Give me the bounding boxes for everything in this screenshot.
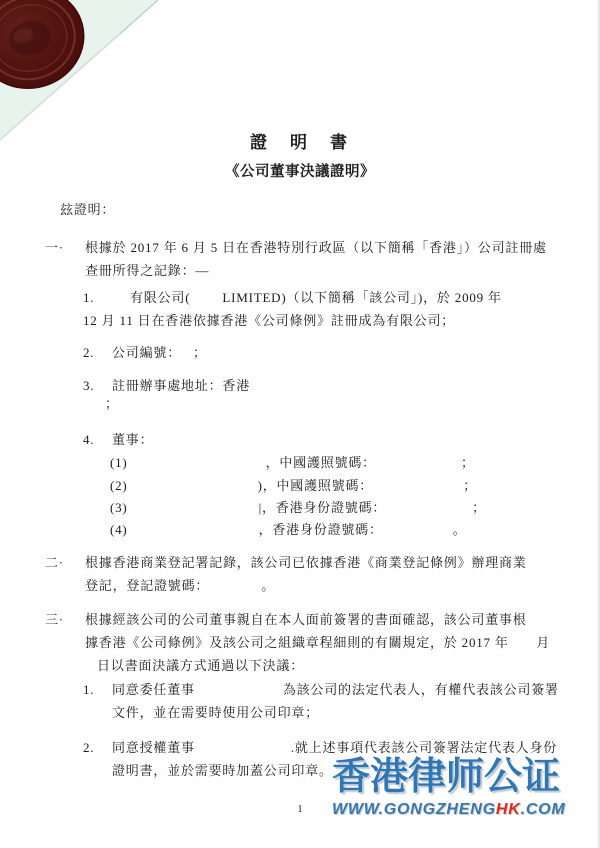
subitem-3-line2: ； bbox=[105, 396, 119, 411]
resolution-2-post: .就上述事項代表該公司簽署法定代表人身份 bbox=[290, 740, 558, 755]
item-two-line1 bbox=[45, 554, 527, 572]
director-2-punct: ； bbox=[463, 478, 477, 493]
redacted-passport-number bbox=[373, 489, 463, 490]
redacted-director-name bbox=[128, 489, 258, 490]
subitem-4-line bbox=[83, 431, 153, 449]
item-one-line1 bbox=[45, 239, 547, 257]
subitem-2-label: 2. bbox=[83, 345, 95, 360]
doc-subtitle: 《公司董事決議證明》 bbox=[225, 164, 375, 180]
director-3-punct: ； bbox=[472, 500, 486, 515]
watermark-url-hk: HK bbox=[495, 801, 521, 818]
director-3-num: (3) bbox=[110, 500, 128, 515]
watermark-url-pre: WWW.GONGZHENG bbox=[332, 801, 496, 818]
resolution-2-label: 2. bbox=[83, 740, 95, 755]
director-1-desc: ，中國護照號碼： bbox=[265, 455, 376, 470]
subitem-3-line1 bbox=[83, 377, 250, 395]
resolution-1-line2: 文件，並在需要時使用公司印章； bbox=[112, 705, 320, 720]
page-number: 1 bbox=[297, 803, 303, 815]
director-1-punct: ； bbox=[460, 455, 475, 470]
subitem-2-text: 公司編號： bbox=[112, 345, 182, 360]
item-three-line3: 日以書面決議方式通過以下決議： bbox=[97, 658, 305, 673]
resolution-1-label: 1. bbox=[83, 682, 95, 697]
item-two-line2 bbox=[85, 577, 275, 595]
redacted-director-name bbox=[128, 466, 266, 467]
redacted-company-name-en bbox=[190, 301, 222, 302]
subitem-1-text-cn: 有限公司( bbox=[130, 290, 191, 305]
subitem-4-text: 董事： bbox=[112, 432, 154, 447]
director-row-3 bbox=[110, 499, 486, 517]
item-three-text: 根據經該公司的公司董事親自在本人面前簽署的書面確認，該公司董事根 bbox=[85, 612, 527, 627]
subitem-1-line1 bbox=[83, 289, 502, 307]
item-two-text2: 登記，登記證號碼： bbox=[85, 578, 210, 593]
subitem-3-label: 3. bbox=[83, 378, 95, 393]
resolution-2-line2: 證明書，並於需要時加蓋公司印章。 bbox=[112, 763, 333, 778]
subitem-4-label: 4. bbox=[83, 432, 95, 447]
redacted-director-name bbox=[128, 511, 259, 512]
resolution-2-line1 bbox=[83, 739, 557, 757]
resolution-1-line1 bbox=[83, 681, 559, 699]
subitem-2-punct: ； bbox=[193, 345, 207, 360]
watermark-cn-text: 香港律师公证 bbox=[332, 756, 561, 798]
notary-watermark bbox=[332, 756, 582, 819]
item-one-label: 一· bbox=[45, 240, 64, 255]
director-4-punct: 。 bbox=[452, 522, 467, 537]
subitem-1-line2: 12 月 11 日在香港依據香港《公司條例》註冊成為有限公司； bbox=[83, 313, 456, 328]
redacted-company-number bbox=[181, 356, 193, 357]
director-4-num: (4) bbox=[110, 522, 128, 537]
redacted-director-name bbox=[128, 533, 259, 534]
redacted-br-number bbox=[209, 589, 261, 590]
redacted-passport-number bbox=[376, 466, 461, 467]
watermark-url-post: .COM bbox=[520, 801, 566, 818]
redacted-company-name-cn bbox=[112, 301, 130, 302]
director-row-4 bbox=[110, 521, 467, 539]
item-two-punct: 。 bbox=[261, 578, 276, 593]
director-3-desc: |，香港身份證號碼： bbox=[258, 500, 387, 515]
item-three-line1 bbox=[45, 611, 527, 629]
director-row-2 bbox=[110, 477, 477, 495]
director-row-1 bbox=[110, 454, 475, 472]
item-two-label: 二· bbox=[45, 555, 64, 570]
item-three-line2: 據香港《公司條例》及該公司之組織章程細則的有關規定，於 2017 年 月 bbox=[85, 635, 551, 650]
redacted-id-number bbox=[383, 533, 453, 534]
director-1-num: (1) bbox=[110, 455, 128, 470]
watermark-url bbox=[332, 801, 582, 819]
resolution-2-pre: 同意授權董事 bbox=[112, 740, 195, 755]
item-one-line2: 查冊所得之記錄：— bbox=[85, 263, 210, 278]
item-one-text: 根據於 2017 年 6 月 5 日在香港特別行政區（以下簡稱「香港」）公司註冊處 bbox=[85, 240, 547, 255]
doc-title: 證 明 書 bbox=[250, 133, 350, 152]
director-2-num: (2) bbox=[110, 478, 128, 493]
redacted-id-number bbox=[386, 511, 472, 512]
resolution-1-post: 為該公司的法定代表人，有權代表該公司簽署 bbox=[282, 682, 559, 697]
intro-line: 玆證明： bbox=[60, 202, 116, 217]
redacted-director-name bbox=[195, 693, 283, 694]
redacted-director-name bbox=[195, 751, 291, 752]
subitem-3-text: 註冊辦事處地址：香港 bbox=[112, 378, 251, 393]
subitem-1-text-en: LIMITED)（以下簡稱「該公司」)，於 2009 年 bbox=[222, 290, 502, 305]
subitem-2-line bbox=[83, 344, 207, 362]
resolution-1-pre: 同意委任董事 bbox=[112, 682, 195, 697]
director-2-desc: )，中國護照號碼： bbox=[257, 478, 374, 493]
director-4-desc: ，香港身份證號碼： bbox=[258, 522, 383, 537]
subitem-1-label: 1. bbox=[83, 290, 95, 305]
item-three-label: 三· bbox=[45, 612, 64, 627]
item-two-text: 根據香港商業登記署記錄，該公司已依據香港《商業登記條例》辦理商業 bbox=[85, 555, 527, 570]
